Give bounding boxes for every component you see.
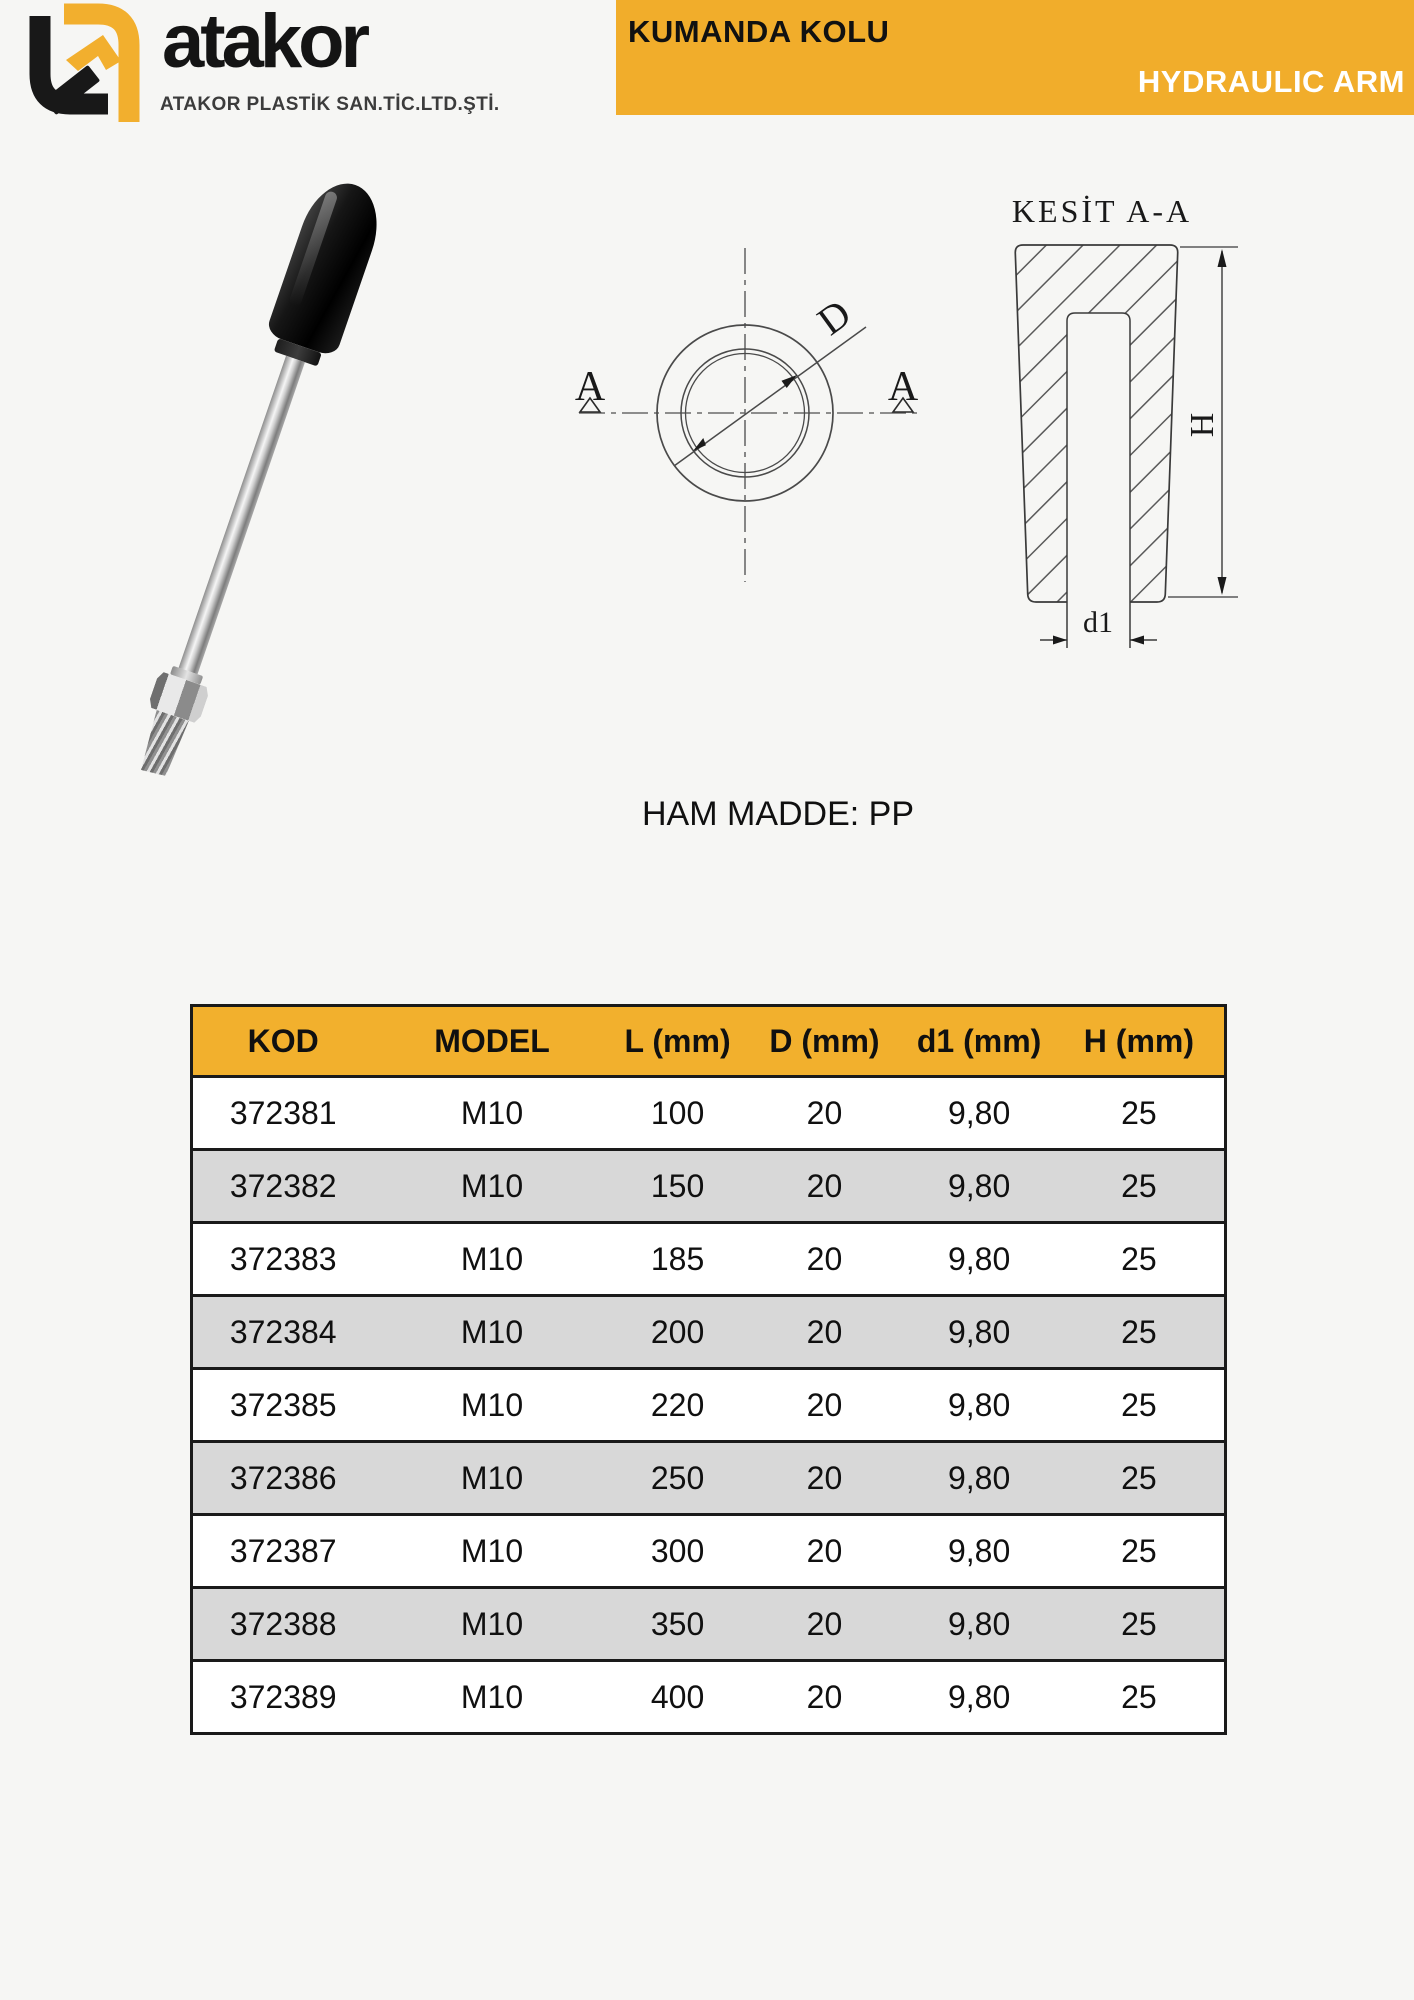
table-row	[193, 1075, 1224, 1148]
product-title-turkish: KUMANDA KOLU	[628, 14, 890, 49]
table-row	[193, 1513, 1224, 1586]
table-cell: 25	[1121, 1460, 1157, 1496]
table-cell: 372383	[229, 1241, 337, 1277]
section-mark-a-left: A	[574, 364, 606, 410]
table-cell: 20	[806, 1314, 843, 1350]
table-cell: M10	[460, 1460, 524, 1496]
grip-highlight	[288, 190, 338, 307]
bore-outline	[1067, 313, 1130, 648]
logo	[10, 2, 610, 122]
table-cell: 25	[1121, 1095, 1157, 1131]
table-cell: 220	[650, 1387, 705, 1423]
table-cell: M10	[460, 1387, 524, 1423]
dimension-arrow-icon	[1130, 636, 1144, 645]
table-cell: M10	[460, 1241, 524, 1277]
title-banner	[616, 0, 1414, 115]
table-row	[193, 1659, 1224, 1732]
chrome-rod	[179, 356, 305, 675]
column-header: D (mm)	[769, 1023, 880, 1059]
table-row	[193, 1221, 1224, 1294]
product-photo	[115, 172, 393, 787]
table-cell: 372382	[229, 1168, 337, 1204]
column-header: L (mm)	[624, 1023, 731, 1059]
table-cell: 25	[1121, 1606, 1157, 1642]
table-cell: 25	[1121, 1168, 1157, 1204]
table-cell: 9,80	[947, 1241, 1011, 1277]
table-cell: 350	[650, 1606, 705, 1642]
table-cell: 150	[650, 1168, 705, 1204]
table-cell: 250	[650, 1460, 705, 1496]
top-view-drawing	[570, 240, 930, 590]
column-header: KOD	[247, 1023, 319, 1059]
table-header-row	[193, 1007, 1224, 1075]
table-cell: M10	[460, 1314, 524, 1350]
table-cell: 20	[806, 1460, 843, 1496]
column-header: d1 (mm)	[916, 1023, 1042, 1059]
table-row	[193, 1586, 1224, 1659]
section-mark-a-right: A	[887, 364, 919, 410]
table-cell: 100	[650, 1095, 705, 1131]
table-cell: 400	[650, 1679, 705, 1715]
section-view-drawing	[990, 190, 1250, 670]
table-row	[193, 1148, 1224, 1221]
table-cell: 9,80	[947, 1679, 1011, 1715]
height-label: H	[1184, 412, 1221, 438]
table-cell: 20	[806, 1241, 843, 1277]
table-cell: 9,80	[947, 1095, 1011, 1131]
table-cell: 9,80	[947, 1168, 1011, 1204]
table-cell: 20	[806, 1387, 843, 1423]
threaded-tip	[137, 710, 189, 780]
table-cell: 372388	[229, 1606, 337, 1642]
table-row	[193, 1440, 1224, 1513]
column-header: MODEL	[434, 1023, 550, 1059]
hole-diameter-label: d1	[1083, 606, 1113, 639]
table-row	[193, 1294, 1224, 1367]
spec-table	[190, 1004, 1227, 1735]
table-cell: M10	[460, 1606, 524, 1642]
table-cell: 20	[806, 1168, 843, 1204]
table-cell: 20	[806, 1095, 843, 1131]
table-cell: 372389	[229, 1679, 337, 1715]
table-cell: 372384	[229, 1314, 337, 1350]
table-cell: 9,80	[947, 1314, 1011, 1350]
table-cell: 372387	[229, 1533, 337, 1569]
table-cell: 25	[1121, 1533, 1157, 1569]
hatched-section-body	[1015, 245, 1177, 602]
column-header: H (mm)	[1083, 1023, 1194, 1059]
table-cell: 185	[650, 1241, 705, 1277]
section-title: KESİT A-A	[1011, 193, 1193, 229]
dimension-arrow-icon	[1053, 636, 1067, 645]
logo-mark-icon	[10, 2, 152, 122]
dimension-arrow-icon	[1218, 249, 1227, 267]
dimension-arrow-icon	[1218, 577, 1227, 595]
table-cell: M10	[460, 1679, 524, 1715]
table-cell: 372381	[229, 1095, 337, 1131]
table-cell: 372385	[229, 1387, 337, 1423]
table-cell: 25	[1121, 1679, 1157, 1715]
table-cell: 200	[650, 1314, 705, 1350]
table-cell: M10	[460, 1533, 524, 1569]
table-cell: 20	[806, 1606, 843, 1642]
material-note: HAM MADDE: PP	[642, 795, 915, 833]
handle-grip	[265, 173, 390, 358]
table-cell: 9,80	[947, 1606, 1011, 1642]
table-cell: M10	[460, 1168, 524, 1204]
table-cell: 300	[650, 1533, 705, 1569]
table-cell: 20	[806, 1679, 843, 1715]
table-cell: M10	[460, 1095, 524, 1131]
table-cell: 9,80	[947, 1460, 1011, 1496]
table-cell: 20	[806, 1533, 843, 1569]
table-cell: 372386	[229, 1460, 337, 1496]
diameter-label: D	[809, 290, 859, 344]
table-cell: 9,80	[947, 1387, 1011, 1423]
table-cell: 25	[1121, 1314, 1157, 1350]
table-cell: 25	[1121, 1241, 1157, 1277]
product-title-english: HYDRAULIC ARM	[1137, 64, 1405, 99]
company-name: ATAKOR PLASTİK SAN.TİC.LTD.ŞTİ.	[160, 94, 500, 115]
table-cell: 25	[1121, 1387, 1157, 1423]
table-cell: 9,80	[947, 1533, 1011, 1569]
table-row	[193, 1367, 1224, 1440]
logo-wordmark: atakor	[162, 0, 367, 84]
